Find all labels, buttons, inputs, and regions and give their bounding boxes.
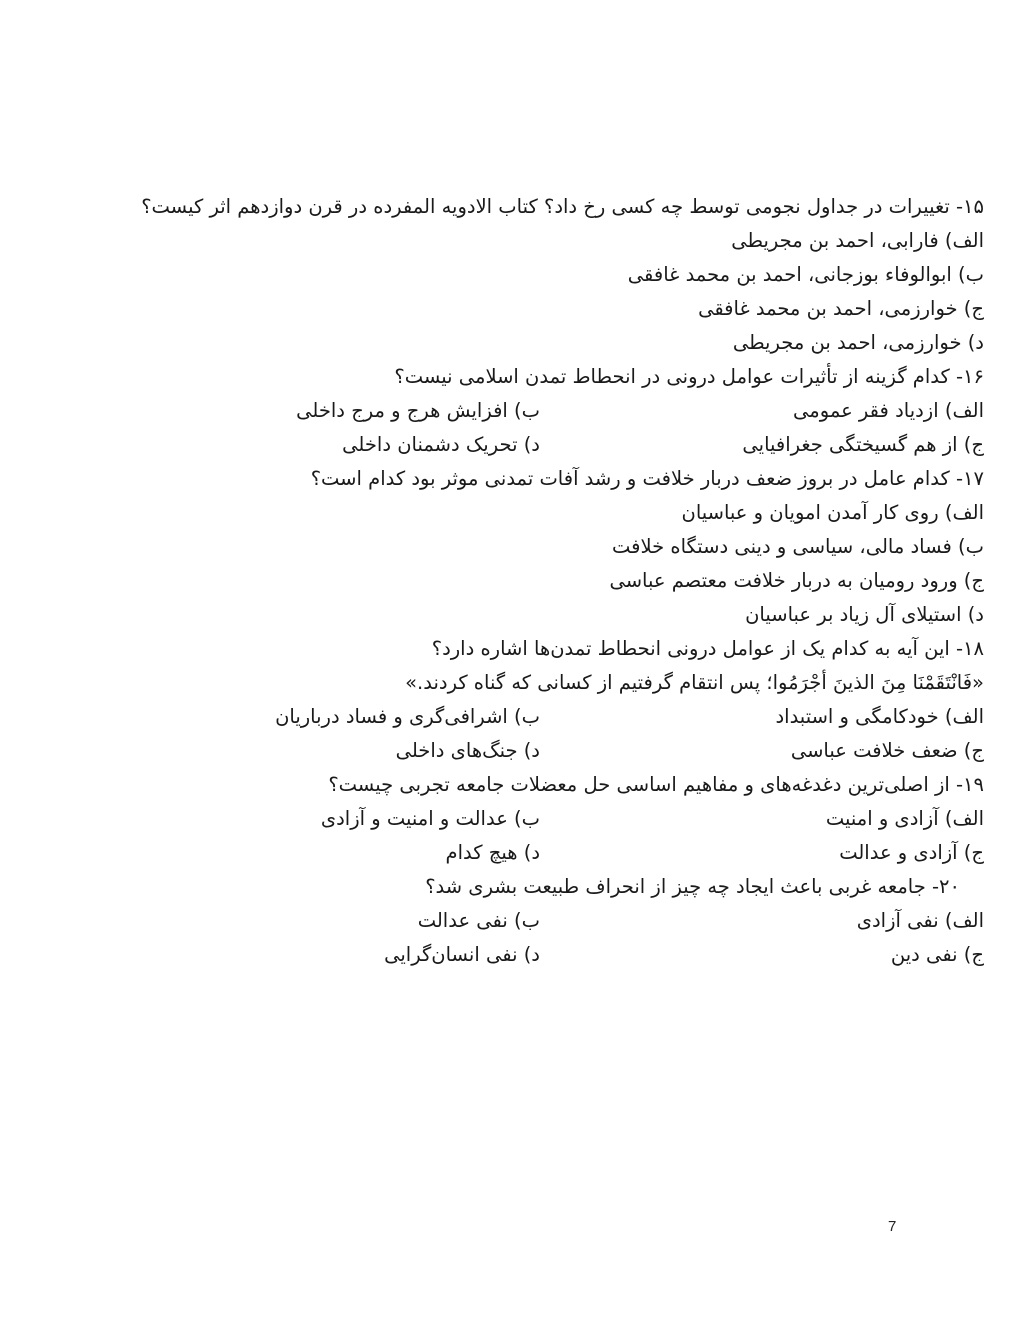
option-row <box>96 734 984 768</box>
question-16 <box>96 360 984 462</box>
question-text: ۱۶- کدام گزینه از تأثیرات عوامل درونی در انحطاط تمدن اسلامی نیست؟ <box>394 365 984 388</box>
option-b: ب) عدالت و امنیت و آزادی <box>320 807 540 830</box>
option-d: د) هیچ کدام <box>445 841 540 864</box>
option-c: ج) خوارزمی، احمد بن محمد غافقی <box>698 297 984 320</box>
option-row <box>96 836 984 870</box>
option-row <box>96 938 984 972</box>
option-b: ب) افزایش هرج و مرج داخلی <box>296 399 540 422</box>
question-15 <box>96 190 984 360</box>
option-d: د) جنگ‌های داخلی <box>395 739 540 762</box>
question-17 <box>96 462 984 632</box>
option-d: د) استیلای آل زیاد بر عباسیان <box>745 603 984 626</box>
question-text: ۱۷- کدام عامل در بروز ضعف دربار خلافت و رشد آفات تمدنی موثر بود کدام است؟ <box>310 467 984 490</box>
option-row <box>96 802 984 836</box>
option-d: د) تحریک دشمنان داخلی <box>342 433 540 456</box>
option-c: ج) از هم گسیختگی جغرافیایی <box>742 433 984 456</box>
page-number: 7 <box>888 1218 897 1235</box>
option-b: ب) ابوالوفاء بوزجانی، احمد بن محمد غافقی <box>627 263 984 286</box>
option-row <box>96 394 984 428</box>
option-c: ج) ورود رومیان به دربار خلافت معتصم عباسی <box>609 569 984 592</box>
option-d: د) خوارزمی، احمد بن مجریطی <box>732 331 984 354</box>
option-d: د) نفی انسان‌گرایی <box>384 943 540 966</box>
option-a: الف) روی کار آمدن امویان و عباسیان <box>681 501 984 524</box>
question-text: ۱۸- این آیه به کدام یک از عوامل درونی انحطاط تمدن‌ها اشاره دارد؟ <box>431 637 984 660</box>
question-text: ۲۰- جامعه غربی باعث ایجاد چه چیز از انحراف طبیعت بشری شد؟ <box>425 875 960 898</box>
option-a: الف) آزادی و امنیت <box>825 807 984 830</box>
option-c: ج) آزادی و عدالت <box>839 841 984 864</box>
verse-quote: «فَانْتَقَمْنَا مِنَ الذینَ أجْرَمُوا؛ پس انتقام گرفتیم از کسانی که گناه کردند.» <box>405 671 984 694</box>
option-a: الف) ازدیاد فقر عمومی <box>793 399 984 422</box>
option-row <box>96 904 984 938</box>
option-row <box>96 428 984 462</box>
option-a: الف) نفی آزادی <box>856 909 984 932</box>
option-b: ب) نفی عدالت <box>417 909 540 932</box>
question-20 <box>96 870 984 972</box>
option-row <box>96 700 984 734</box>
question-19 <box>96 768 984 870</box>
question-18 <box>96 632 984 768</box>
question-list <box>96 190 984 972</box>
question-text: ۱۹- از اصلی‌ترین دغدغه‌های و مفاهیم اساسی حل معضلات جامعه تجربی چیست؟ <box>328 773 984 796</box>
option-a: الف) فارابی، احمد بن مجریطی <box>731 229 984 252</box>
option-c: ج) نفی دین <box>890 943 984 966</box>
option-b: ب) فساد مالی، سیاسی و دینی دستگاه خلافت <box>612 535 984 558</box>
question-text: ۱۵- تغییرات در جداول نجومی توسط چه کسی رخ داد؟ کتاب الادویه المفرده در قرن دوازدهم اثر کیست؟ <box>141 195 984 218</box>
option-c: ج) ضعف خلافت عباسی <box>790 739 984 762</box>
option-a: الف) خودکامگی و استبداد <box>775 705 984 728</box>
option-b: ب) اشرافی‌گری و فساد درباریان <box>275 705 540 728</box>
